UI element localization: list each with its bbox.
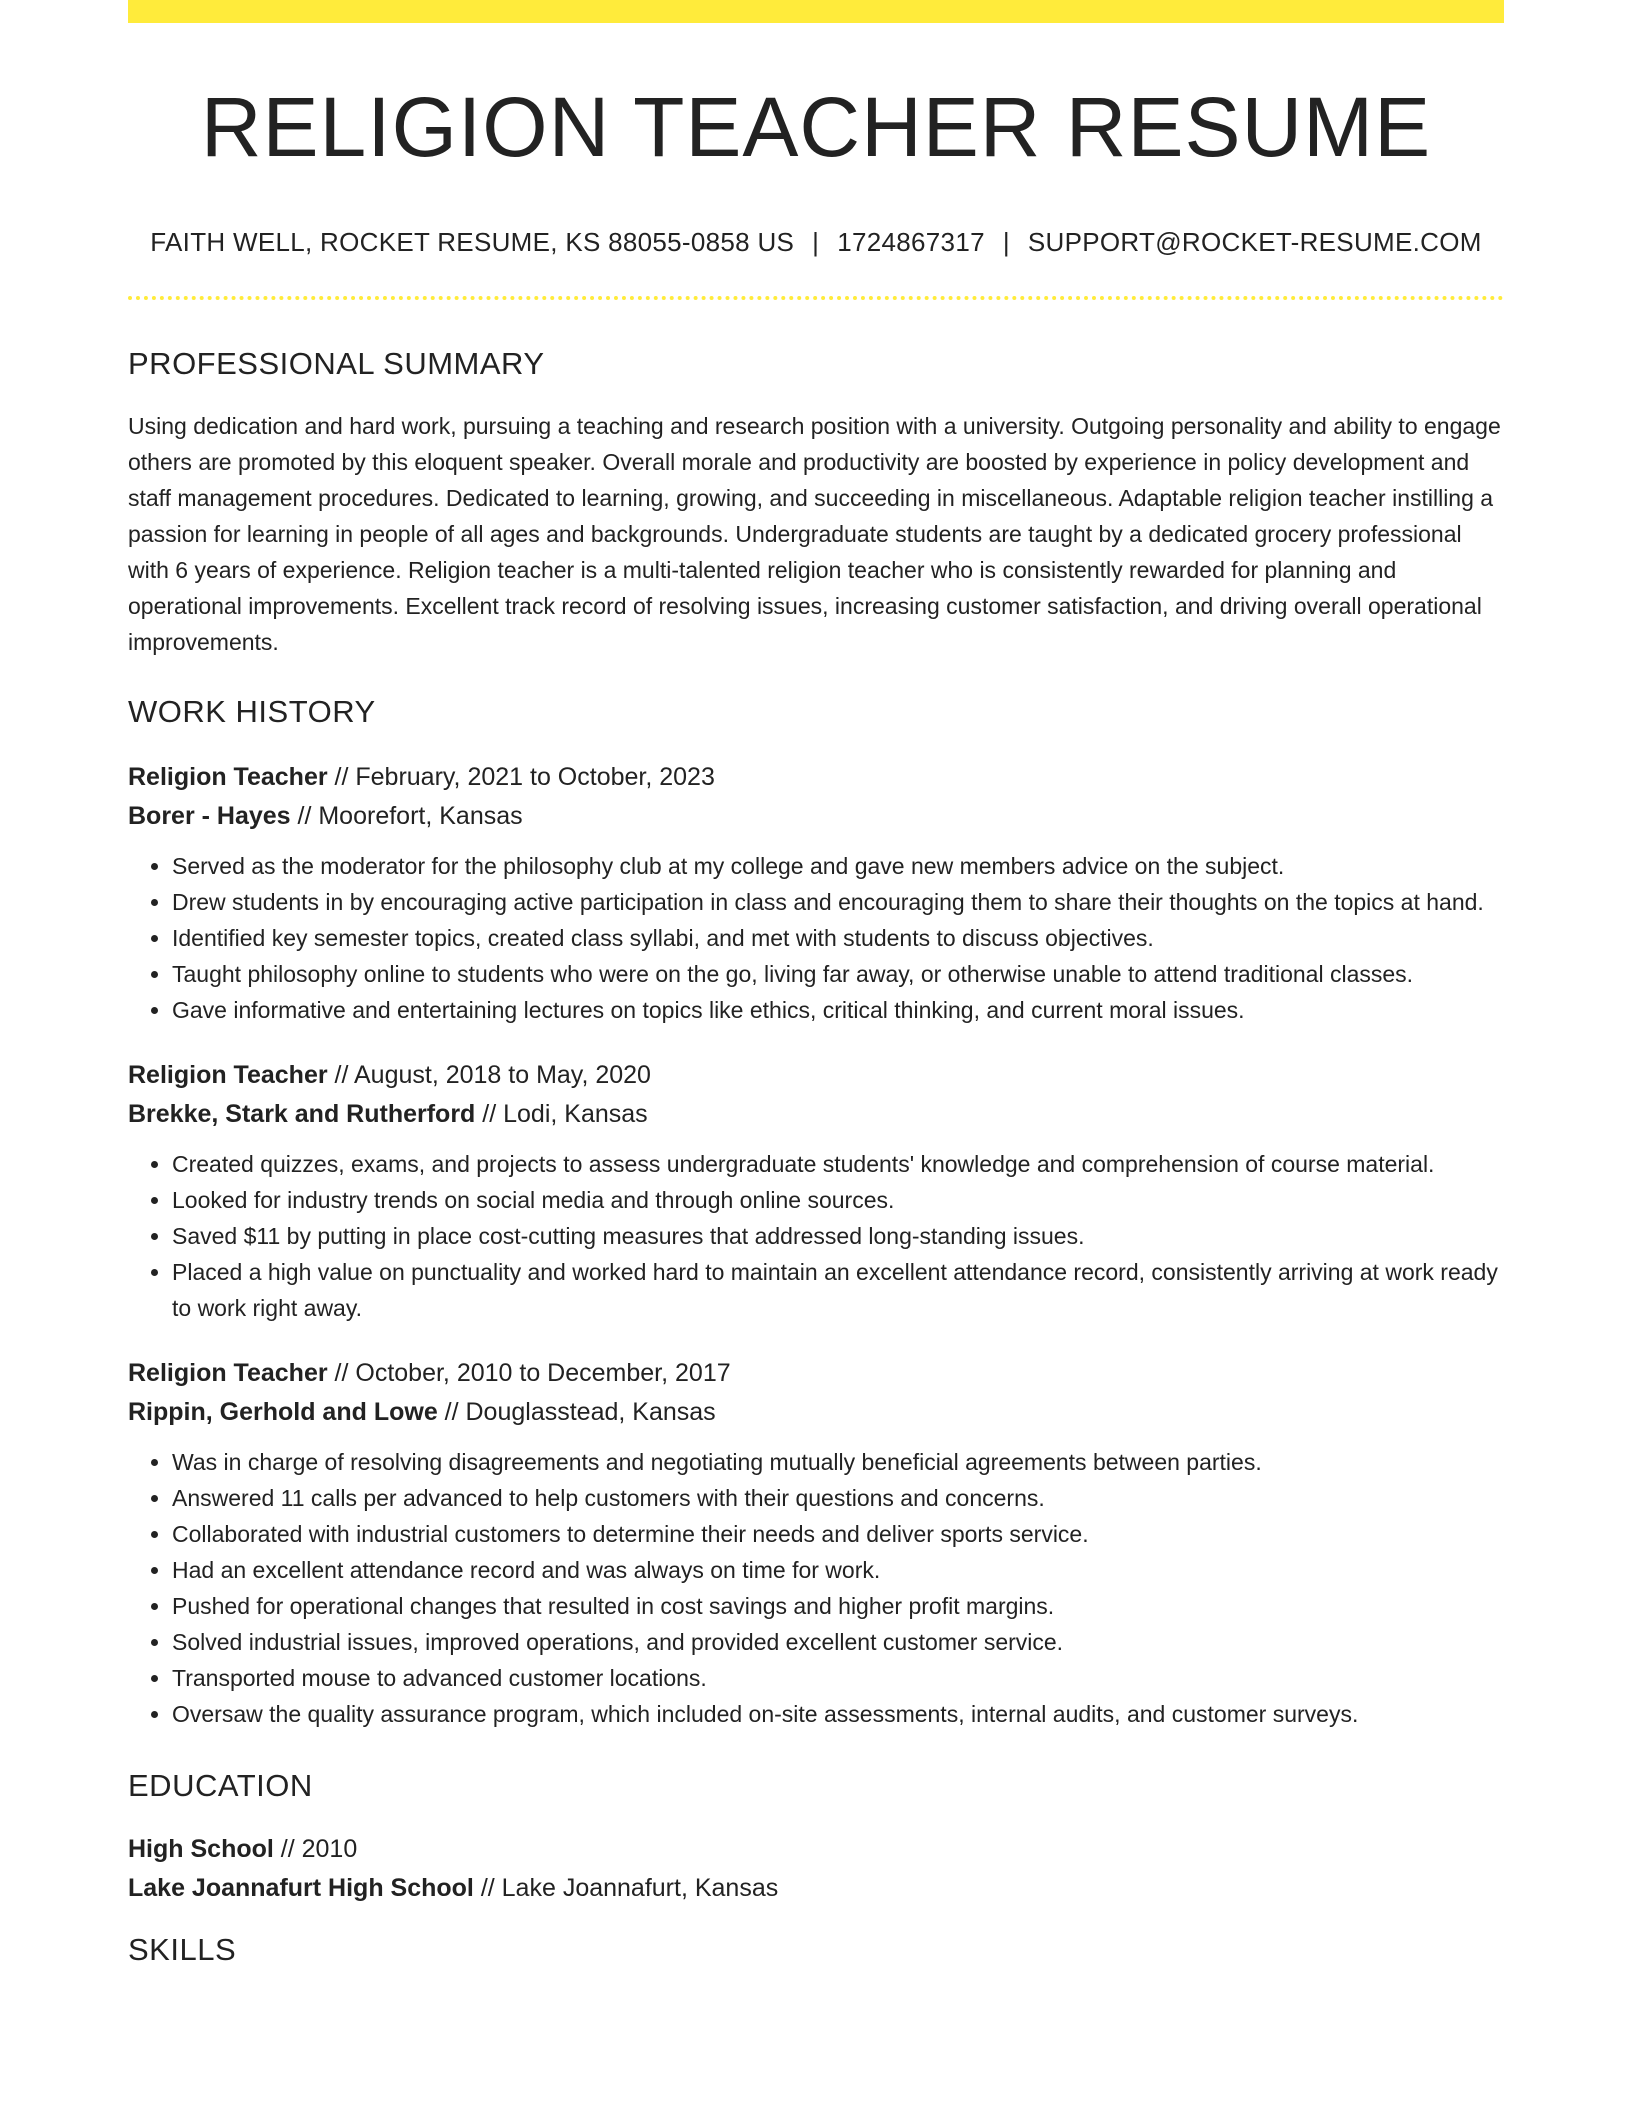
job-dates: // August, 2018 to May, 2020 xyxy=(327,1061,651,1090)
contact-separator: | xyxy=(1002,227,1010,258)
list-item: • Answered 11 calls per advanced to help customers with their questions and concerns. xyxy=(172,1480,1504,1516)
list-item: • Pushed for operational changes that resulted in cost savings and higher profit margins. xyxy=(172,1588,1504,1624)
job-title-line xyxy=(128,1056,1504,1095)
job-location: // Lodi, Kansas xyxy=(475,1100,648,1129)
skills-heading: SKILLS xyxy=(128,1932,237,1968)
summary-heading: PROFESSIONAL SUMMARY xyxy=(128,346,545,382)
job-title: Religion Teacher xyxy=(128,763,328,792)
list-item: • Served as the moderator for the philosophy club at my college and gave new members advice on the subject. xyxy=(172,848,1504,884)
contact-line xyxy=(128,227,1504,258)
contact-address: FAITH WELL, ROCKET RESUME, KS 88055-0858 US xyxy=(150,227,795,258)
work-history-heading: WORK HISTORY xyxy=(128,694,376,730)
job-duties-list xyxy=(128,1146,1504,1326)
job-dates: // October, 2010 to December, 2017 xyxy=(327,1359,731,1388)
summary-text: Using dedication and hard work, pursuing a teaching and research position with a university. Outgoing personality and ability to engage others are promoted by this eloquent speaker. Overall morale and productivity are boosted by experience in policy development and staff management procedures. Dedicated to learning, growing, and succeeding in miscellaneous. Adaptable religion teacher instilling a passion for learning in people of all ages and backgrounds. Undergraduate students are taught by a dedicated grocery professional with 6 years of experience. Religion teacher is a multi-talented religion teacher who is consistently rewarded for planning and operational improvements. Excellent track record of resolving issues, increasing customer satisfaction, and driving overall operational improvements. xyxy=(128,413,1501,656)
job-title: Religion Teacher xyxy=(128,1359,328,1388)
job-company: Borer - Hayes xyxy=(128,802,291,831)
list-item: • Solved industrial issues, improved operations, and provided excellent customer service. xyxy=(172,1624,1504,1660)
job-company-line xyxy=(128,797,1504,836)
job-duties-list xyxy=(128,848,1504,1028)
list-item: • Drew students in by encouraging active participation in class and encouraging them to share their thoughts on the topics at hand. xyxy=(172,884,1504,920)
job-entry xyxy=(128,758,1504,1028)
list-item: • Taught philosophy online to students who were on the go, living far away, or otherwise unable to attend traditional classes. xyxy=(172,956,1504,992)
education-location: // Lake Joannafurt, Kansas xyxy=(473,1874,779,1903)
job-entry xyxy=(128,1056,1504,1326)
list-item: • Collaborated with industrial customers to determine their needs and deliver sports service. xyxy=(172,1516,1504,1552)
education-school: Lake Joannafurt High School xyxy=(128,1874,474,1903)
job-location: // Moorefort, Kansas xyxy=(290,802,523,831)
job-company: Rippin, Gerhold and Lowe xyxy=(128,1398,438,1427)
job-entry xyxy=(128,1354,1504,1732)
job-company: Brekke, Stark and Rutherford xyxy=(128,1100,476,1129)
list-item: • Looked for industry trends on social media and through online sources. xyxy=(172,1182,1504,1218)
job-location: // Douglasstead, Kansas xyxy=(437,1398,716,1427)
resume-page xyxy=(128,0,1504,1968)
job-company-line xyxy=(128,1095,1504,1134)
list-item: • Saved $11 by putting in place cost-cutting measures that addressed long-standing issues. xyxy=(172,1218,1504,1254)
job-duties-list xyxy=(128,1444,1504,1732)
top-accent-bar xyxy=(128,0,1504,23)
education-year: // 2010 xyxy=(273,1835,358,1864)
job-dates: // February, 2021 to October, 2023 xyxy=(327,763,715,792)
job-company-line xyxy=(128,1393,1504,1432)
job-title-line xyxy=(128,758,1504,797)
list-item: • Created quizzes, exams, and projects to assess undergraduate students' knowledge and comprehension of course material. xyxy=(172,1146,1504,1182)
list-item: • Identified key semester topics, created class syllabi, and met with students to discuss objectives. xyxy=(172,920,1504,956)
contact-phone: 1724867317 xyxy=(837,227,985,258)
education-heading: EDUCATION xyxy=(128,1768,313,1804)
job-title: Religion Teacher xyxy=(128,1061,328,1090)
list-item: • Placed a high value on punctuality and worked hard to maintain an excellent attendance record, consistently arriving at work ready to work right away. xyxy=(172,1254,1504,1326)
contact-separator: | xyxy=(812,227,820,258)
contact-email: SUPPORT@ROCKET-RESUME.COM xyxy=(1027,227,1482,258)
education-school-line xyxy=(128,1869,1504,1908)
resume-title: RELIGION TEACHER RESUME xyxy=(200,80,1432,174)
list-item: • Transported mouse to advanced customer locations. xyxy=(172,1660,1504,1696)
education-degree-line xyxy=(128,1830,1504,1869)
list-item: • Was in charge of resolving disagreements and negotiating mutually beneficial agreements between parties. xyxy=(172,1444,1504,1480)
list-item: • Had an excellent attendance record and was always on time for work. xyxy=(172,1552,1504,1588)
job-title-line xyxy=(128,1354,1504,1393)
list-item: • Oversaw the quality assurance program, which included on-site assessments, internal audits, and customer surveys. xyxy=(172,1696,1504,1732)
header-divider xyxy=(128,296,1504,300)
list-item: • Gave informative and entertaining lectures on topics like ethics, critical thinking, and current moral issues. xyxy=(172,992,1504,1028)
education-entry xyxy=(128,1830,1504,1908)
education-degree: High School xyxy=(128,1835,274,1864)
